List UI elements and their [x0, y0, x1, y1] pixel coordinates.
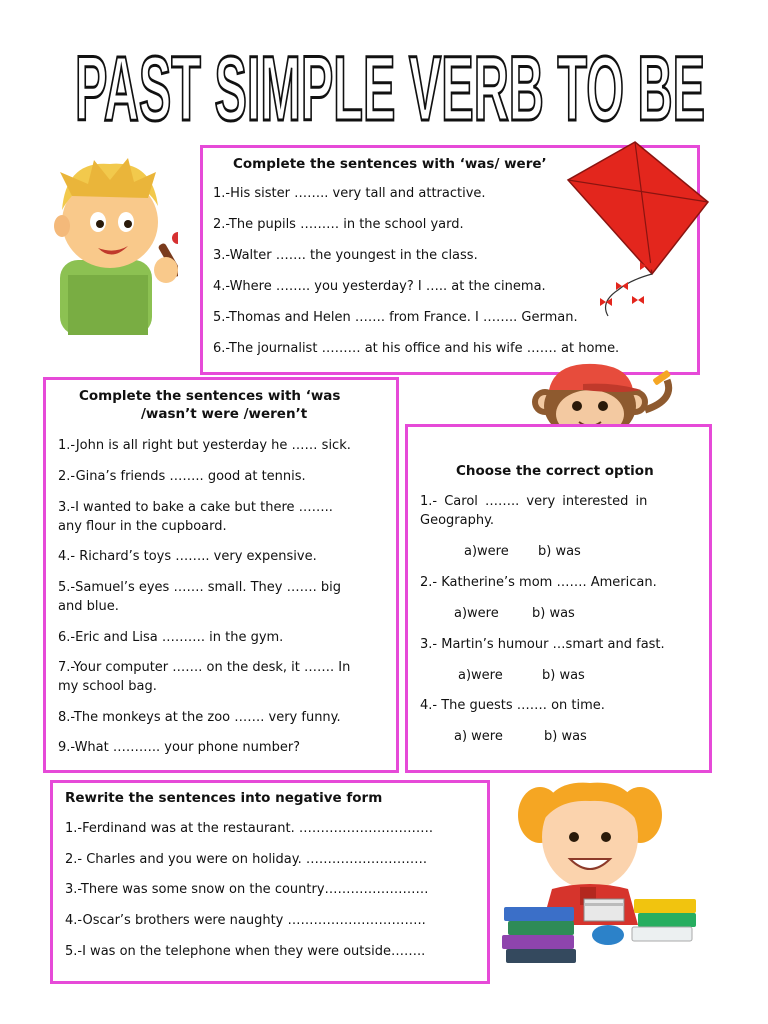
section4-item: 3.-There was some snow on the country…………………… [65, 882, 429, 897]
girl-illustration [500, 775, 700, 970]
section4-item: 5.-I was on the telephone when they were outside…….. [65, 944, 426, 959]
section4-item: 4.-Oscar’s brothers were naughty ………………………….. [65, 913, 426, 928]
section1-item: 6.-The journalist ……… at his office and his wife ……. at home. [213, 341, 620, 356]
q2-option-b: b) was [532, 606, 575, 621]
kite-icon [560, 140, 710, 320]
worksheet-title [70, 20, 710, 140]
section1-item: 1.-His sister …….. very tall and attractive. [213, 186, 486, 201]
section2-heading-line1: Complete the sentences with ‘was [79, 388, 341, 404]
section2-item: my school bag. [58, 679, 157, 694]
boy-with-marker-icon [48, 150, 178, 335]
kite-illustration [560, 140, 710, 320]
section2-item: 4.- Richard’s toys …….. very expensive. [58, 549, 317, 564]
section2-item: 2.-Gina’s friends …….. good at tennis. [58, 469, 306, 484]
section2-item: 8.-The monkeys at the zoo ……. very funny. [58, 710, 341, 725]
q4-option-a: a) were [454, 729, 503, 744]
q1-option-a: a)were [464, 544, 509, 559]
q1-option-b: b) was [538, 544, 581, 559]
section2-item: 6.-Eric and Lisa ………. in the gym. [58, 630, 284, 645]
section2-item: 7.-Your computer ……. on the desk, it ……. In [58, 660, 351, 675]
section2-item: 9.-What ……….. your phone number? [58, 740, 301, 755]
section1-item: 4.-Where …….. you yesterday? I ….. at the cinema. [213, 279, 546, 294]
title-text: PAST SIMPLE VERB TO BE [75, 38, 705, 140]
section4-item: 2.- Charles and you were on holiday. ………………………. [65, 852, 427, 867]
section2-heading-line2: /wasn’t were /weren’t [141, 406, 308, 422]
section2-item: 5.-Samuel’s eyes ……. small. They ……. big [58, 580, 341, 595]
section3-heading: Choose the correct option [456, 463, 654, 479]
section-negative-form [50, 780, 490, 984]
section-was-wasnt-were-werent [43, 377, 399, 773]
section-choose-correct-option [405, 424, 712, 773]
section4-heading: Rewrite the sentences into negative form [65, 790, 383, 806]
section1-item: 3.-Walter ……. the youngest in the class. [213, 248, 478, 263]
section3-q2: 2.- Katherine’s mom ……. American. [420, 575, 657, 590]
q3-option-a: a)were [458, 668, 503, 683]
girl-with-books-icon [500, 775, 700, 970]
section3-q1: 1.- Carol …….. very interested in [420, 494, 648, 509]
section2-item: 1.-John is all right but yesterday he …… sick. [58, 438, 351, 453]
section1-heading: Complete the sentences with ‘was/ were’ [233, 156, 547, 172]
q2-option-a: a)were [454, 606, 499, 621]
section2-item: and blue. [58, 599, 119, 614]
boy-illustration [48, 150, 178, 335]
section4-item: 1.-Ferdinand was at the restaurant. …………………………. [65, 821, 434, 836]
q3-option-b: b) was [542, 668, 585, 683]
section3-q1-cont: Geography. [420, 513, 495, 528]
section2-item: any flour in the cupboard. [58, 519, 227, 534]
section2-item: 3.-I wanted to bake a cake but there …….. [58, 500, 333, 515]
section3-q4: 4.- The guests ……. on time. [420, 698, 605, 713]
section3-q3: 3.- Martin’s humour …smart and fast. [420, 637, 665, 652]
section1-item: 5.-Thomas and Helen ……. from France. I …….. German. [213, 310, 578, 325]
section1-item: 2.-The pupils ……… in the school yard. [213, 217, 464, 232]
q4-option-b: b) was [544, 729, 587, 744]
